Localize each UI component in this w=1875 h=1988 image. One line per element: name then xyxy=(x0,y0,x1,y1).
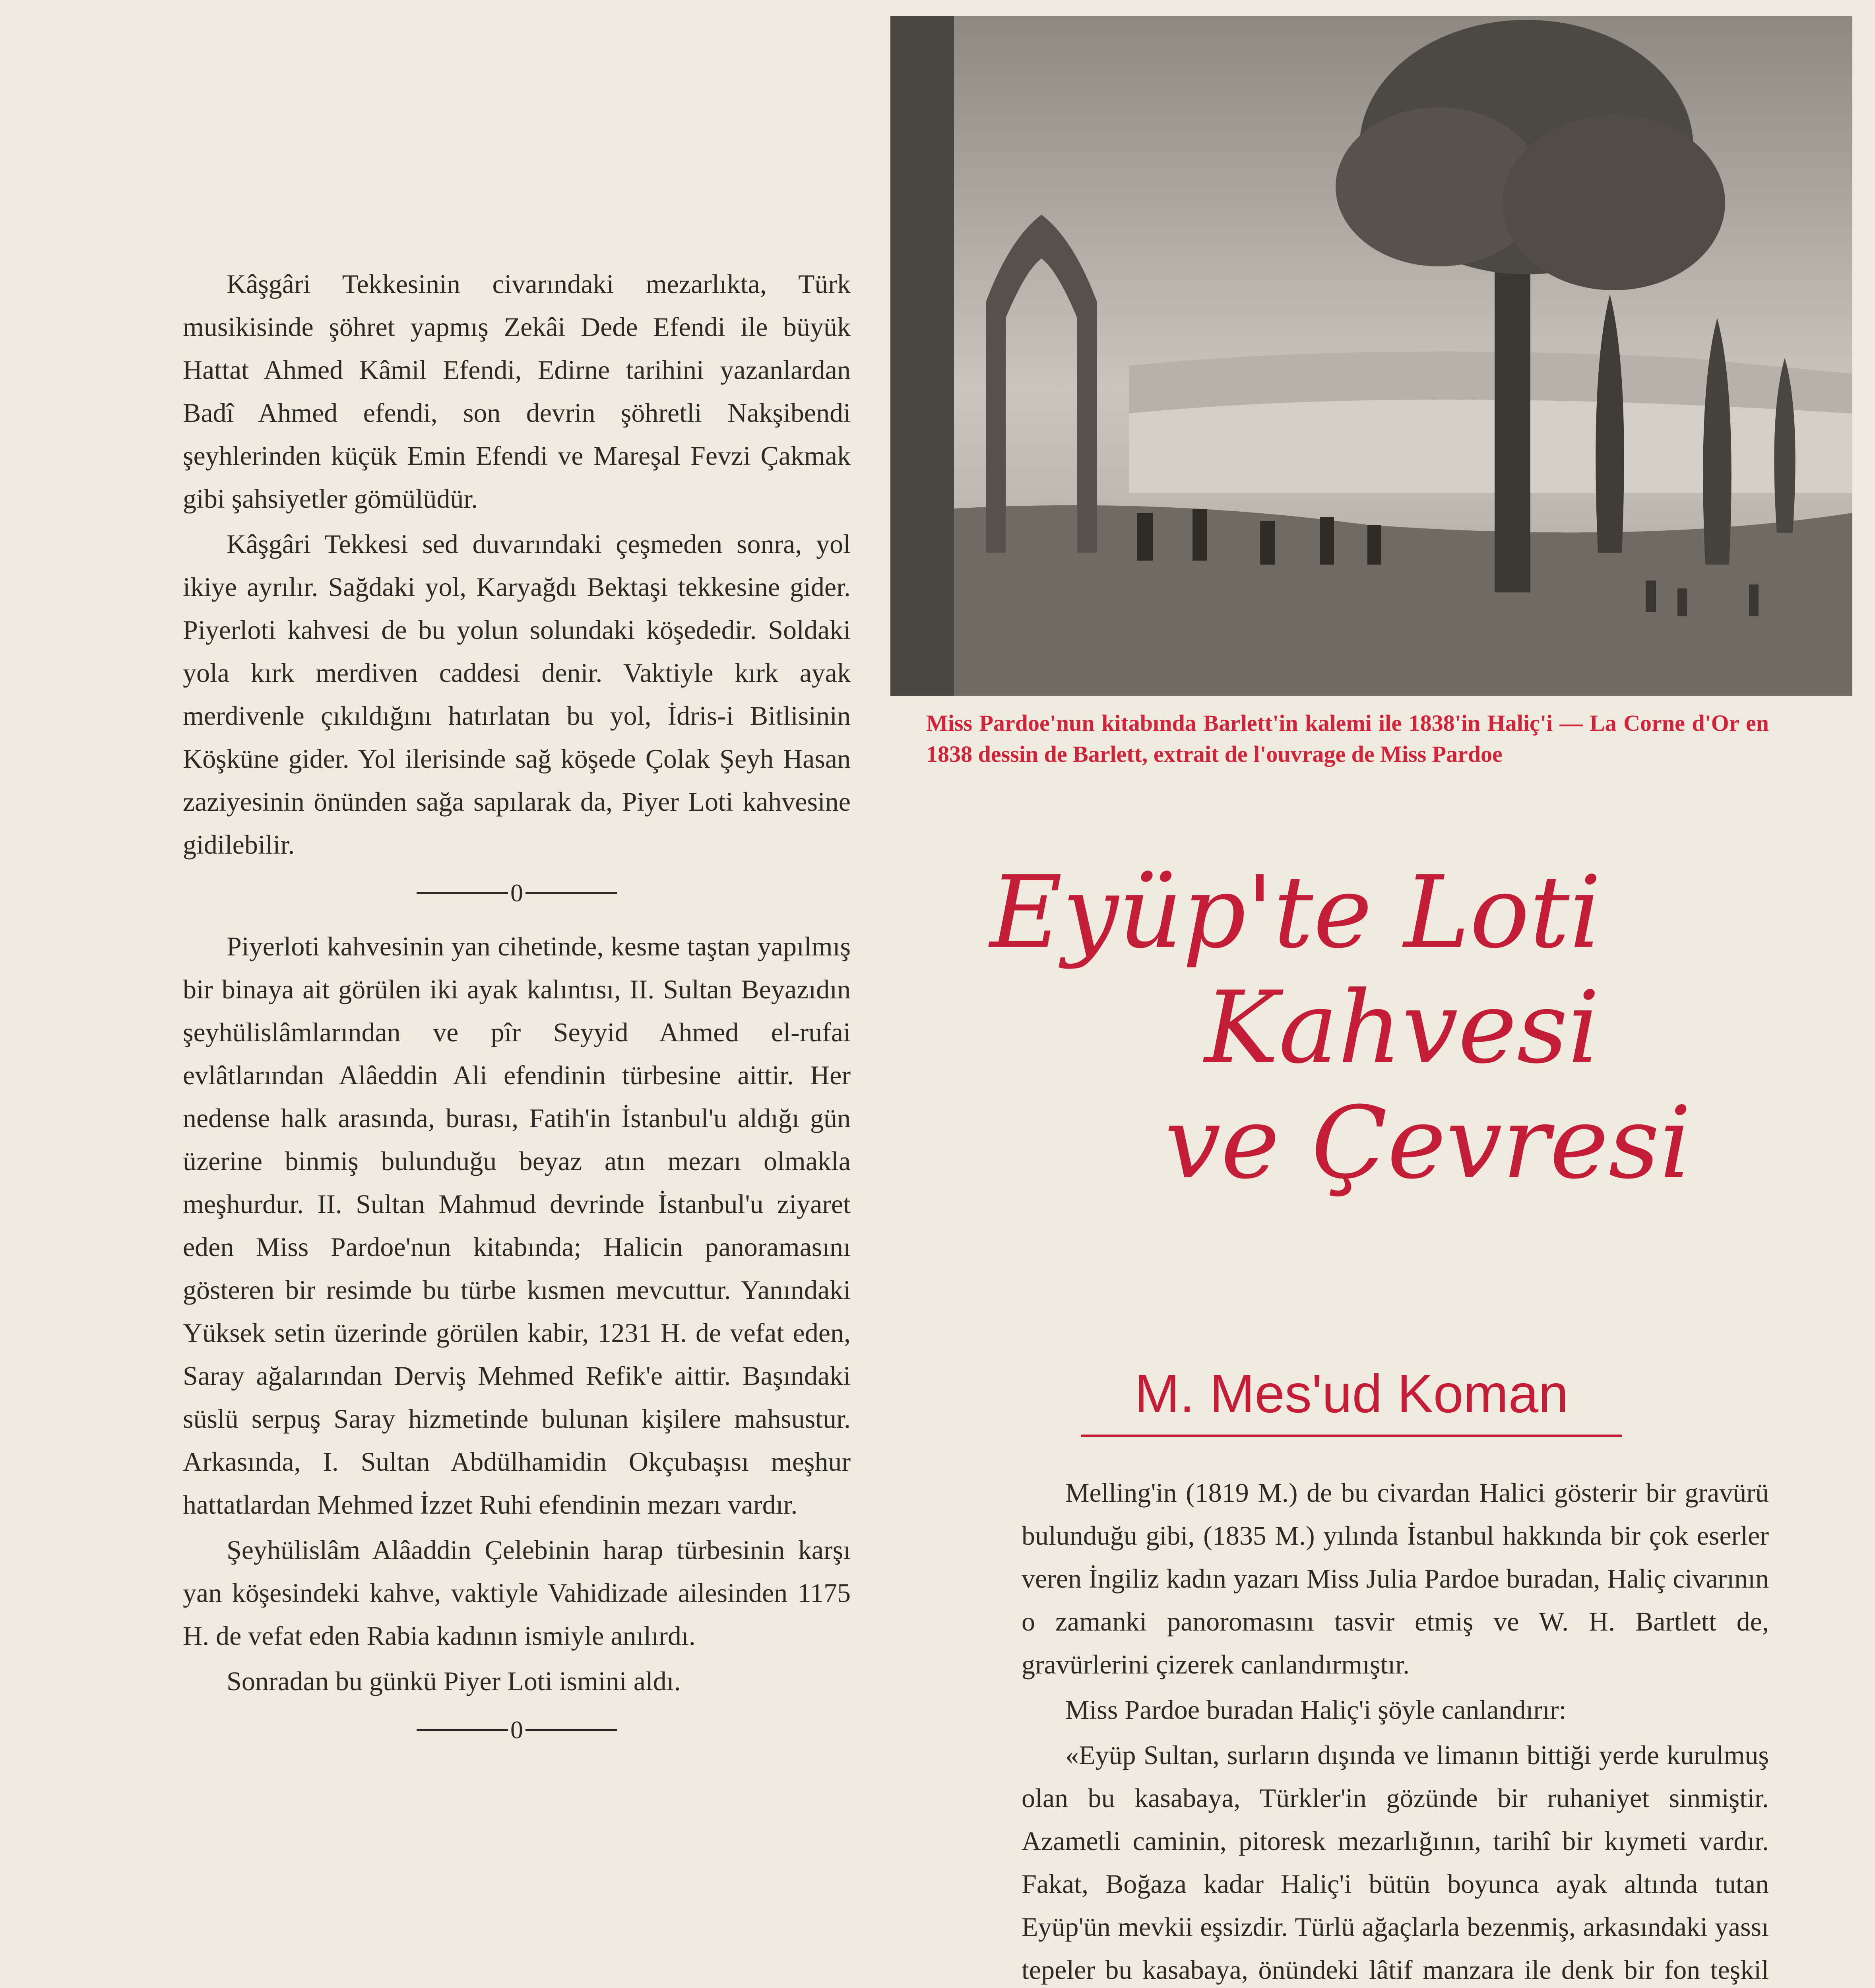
right-text-column xyxy=(1022,1471,1769,1988)
engraving-illustration xyxy=(890,16,1852,696)
paragraph: Kâşgâri Tekkesi sed duvarındaki çeşmeden sonra, yol ikiye ayrılır. Sağdaki yol, Karyağdı Bektaşi tekkesine gider. Piyerloti kahvesi de bu yolun solundaki köşededir. Soldaki yola kırk merdiven caddesi denir. Vaktiyle kırk ayak merdivenle çıkıldığını hatırlatan bu yol, İdris-i Bitlisinin Köşküne gider. Yol ilerisinde sağ köşede Çolak Şeyh Hasan zaziyesinin önünden sağa sapılarak da, Piyer Loti kahvesine gidilebilir. xyxy=(183,529,851,860)
paragraph: Şeyhülislâm Alâaddin Çelebinin harap türbesinin karşı yan köşesindeki kahve, vaktiyle Vahidizade ailesinden 1175 H. de vefat eden Rabia kadının ismiyle anılırdı. xyxy=(183,1535,851,1651)
article-title xyxy=(974,855,1769,1201)
paragraph: Kâşgâri Tekkesinin civarındaki mezarlıkta, Türk musikisinde şöhret yapmış Zekâi Dede Efendi ile büyük Hattat Ahmed Kâmil Efendi, Edirne tarihini yazanlardan Badî Ahmed efendi, son devrin şöhretli Nakşibendi şeyhlerinden küçük Emin Efendi ve Mareşal Fevzi Çakmak gibi şahsiyetler gömülüdür. xyxy=(183,269,851,514)
paragraph: Miss Pardoe buradan Haliç'i şöyle canlandırır: xyxy=(1065,1695,1567,1725)
paragraph: Piyerloti kahvesinin yan cihetinde, kesme taştan yapılmış bir binaya ait görülen iki ayak kalıntısı, II. Sultan Beyazıdın şeyhülislâmlarından ve pîr Seyyid Ahmed el-rufai evlâtlarından Alâeddin Ali efendinin türbesine aittir. Her nedense halk arasında, burası, Fatih'in İstanbul'u aldığı gün üzerine binmiş bulunduğu beyaz atın mezarı olmakla meşhurdur. II. Sultan Mahmud devrinde İstanbul'u ziyaret eden Miss Pardoe'nun kitabında; Halicin panoramasını gösteren bir resimde bu türbe kısmen mevcuttur. Yanındaki Yüksek setin üzerinde görülen kabir, 1231 H. de vefat eden, Saray ağalarından Derviş Mehmed Refik'e aittir. Başındaki süslü serpuş Saray hizmetinde bulunan kişilere mahsustur. Arkasında, I. Sultan Abdülhamidin Okçubaşısı meşhur hattatlardan Mehmed İzzet Ruhi efendinin mezarı vardır. xyxy=(183,931,851,1520)
title-line-1: Eyüp'te Loti xyxy=(990,854,1602,970)
title-line-2: Kahvesi xyxy=(1204,970,1600,1085)
golden-horn-engraving xyxy=(890,16,1852,696)
paragraph: «Eyüp Sultan, surların dışında ve limanın bittiği yerde kurulmuş olan bu kasabaya, Türkler'in gözünde bir ruhaniyet sinmiştir. Azametli caminin, pitoresk mezarlığının, tarihî bir kıymeti vardır. Fakat, Boğaza kadar Haliç'i bütün boyunca ayak altında tutan Eyüp'ün mevkii eşsizdir. Türlü ağaçlarla bezenmiş, arkasındaki yassı tepeler bu kasabaya, önündeki lâtif manzara ile denk bir fon teşkil xyxy=(1022,1740,1769,1985)
title-line-3: ve Çevresi xyxy=(1165,1085,1691,1201)
image-caption: Miss Pardoe'nun kitabında Barlett'in kalemi ile 1838'in Haliç'i — La Corne d'Or en 1838 dessin de Barlett, extrait de l'ouvrage de Miss Pardoe xyxy=(926,710,1769,767)
left-text-column xyxy=(183,262,851,1762)
paragraph: Melling'in (1819 M.) de bu civardan Halici gösterir bir gravürü bulunduğu gibi, (1835 M.) yılında İstanbul hakkında bir çok eserler veren İngiliz kadın yazarı Miss Julia Pardoe buradan, Haliç civarının o zamanki panoromasını tasvir etmiş ve W. H. Bartlett de, gravürlerini çizerek canlandırmıştır. xyxy=(1022,1477,1769,1679)
section-separator xyxy=(183,868,851,915)
paragraph: Sonradan bu günkü Piyer Loti ismini aldı. xyxy=(227,1666,681,1697)
author-byline: M. Mes'ud Koman xyxy=(1081,1360,1622,1437)
separator-mark: 0 xyxy=(510,1715,523,1744)
separator-mark: 0 xyxy=(510,879,523,907)
section-separator xyxy=(183,1705,851,1752)
